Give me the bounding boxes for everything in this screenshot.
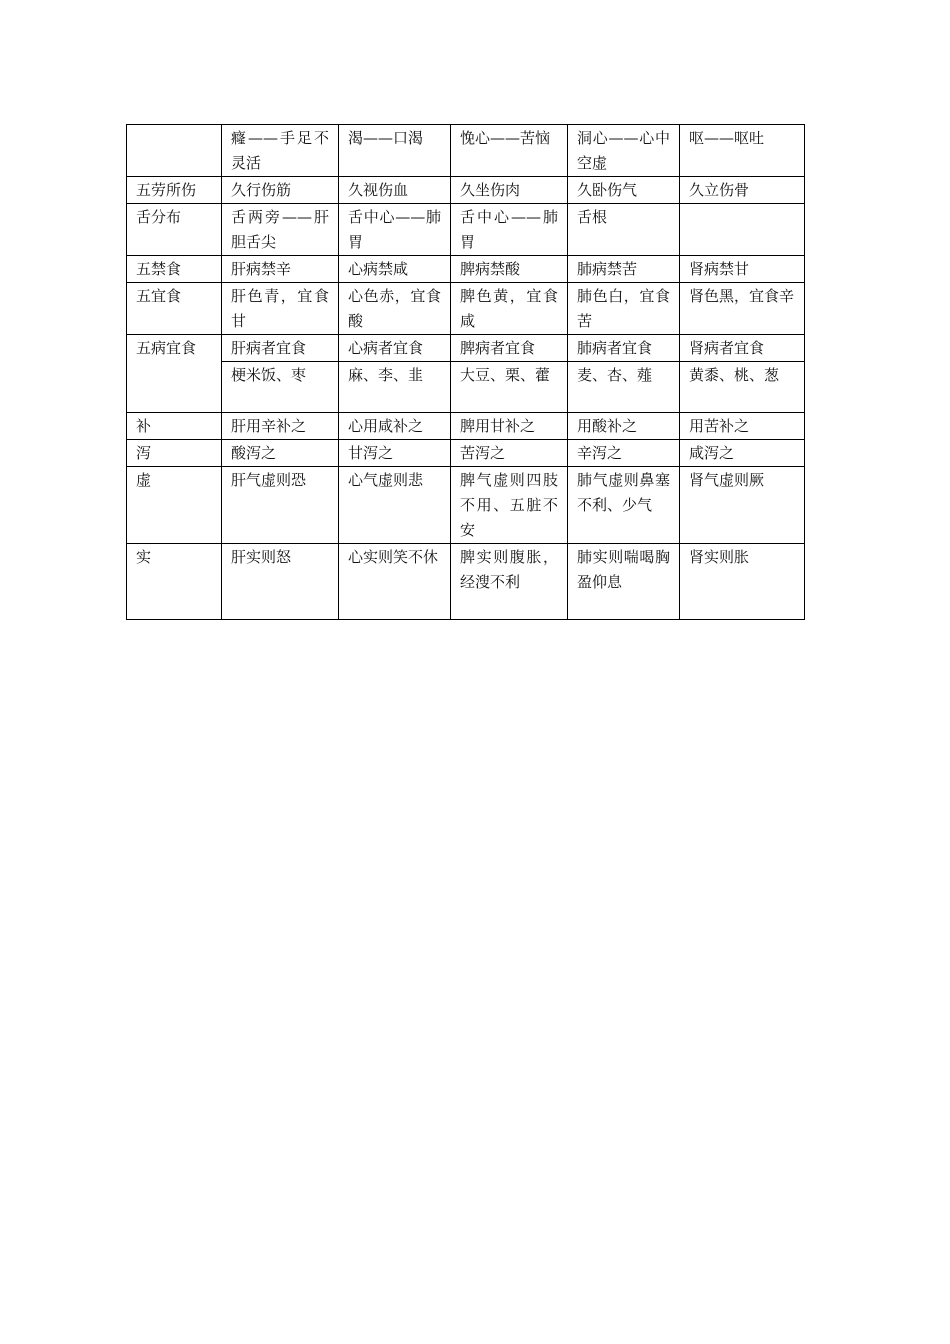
table-row-excess: [127, 544, 805, 620]
cell-lung: 肺色白，宜食苦: [568, 283, 680, 335]
table-row-tongue: [127, 204, 805, 256]
cell-heart: 心气虚则悲: [339, 467, 451, 544]
cell-spleen: 舌中心——肺胃: [451, 204, 568, 256]
cell-kidney: 久立伤骨: [680, 177, 805, 204]
cell-liver: 酸泻之: [222, 440, 339, 467]
cell-liver: 肝实则怒: [222, 544, 339, 620]
cell-kidney: 黄黍、桃、葱: [680, 362, 805, 413]
cell-spleen: 脾病者宜食: [451, 335, 568, 362]
table-row-five-strains: [127, 177, 805, 204]
cell-heart: 心病禁咸: [339, 256, 451, 283]
table-row-symptoms: [127, 125, 805, 177]
row-label: 五病宜食: [127, 335, 222, 362]
cell-lung: 舌根: [568, 204, 680, 256]
row-label: 五劳所伤: [127, 177, 222, 204]
row-label: 泻: [127, 440, 222, 467]
cell-liver: 肝气虚则恐: [222, 467, 339, 544]
cell-spleen: 大豆、栗、藿: [451, 362, 568, 413]
cell-liver: 肝病禁辛: [222, 256, 339, 283]
cell-liver: 久行伤筋: [222, 177, 339, 204]
cell-kidney: 肾实则胀: [680, 544, 805, 620]
table-row-food-suitable: [127, 283, 805, 335]
cell-lung: 久卧伤气: [568, 177, 680, 204]
cell-spleen: 苦泻之: [451, 440, 568, 467]
cell-heart: 心色赤，宜食酸: [339, 283, 451, 335]
cell-kidney: [680, 204, 805, 256]
cell-lung: 麦、杏、薤: [568, 362, 680, 413]
table-row-disease-food: [127, 335, 805, 362]
cell-liver: 梗米饭、枣: [222, 362, 339, 413]
row-label: 五宜食: [127, 283, 222, 335]
cell-lung: 用酸补之: [568, 413, 680, 440]
row-label: 实: [127, 544, 222, 620]
cell-spleen: 悗心——苦恼: [451, 125, 568, 177]
cell-kidney: 肾气虚则厥: [680, 467, 805, 544]
cell-heart: 麻、李、韭: [339, 362, 451, 413]
cell-spleen: 久坐伤肉: [451, 177, 568, 204]
row-label: [127, 125, 222, 177]
cell-spleen: 脾用甘补之: [451, 413, 568, 440]
cell-liver: 肝色青，宜食甘: [222, 283, 339, 335]
cell-spleen: 脾实则腹胀，经溲不利: [451, 544, 568, 620]
cell-spleen: 脾色黄，宜食咸: [451, 283, 568, 335]
cell-kidney: 肾病者宜食: [680, 335, 805, 362]
cell-kidney: 呕——呕吐: [680, 125, 805, 177]
cell-liver: 肝病者宜食: [222, 335, 339, 362]
cell-liver: 癃——手足不灵活: [222, 125, 339, 177]
cell-liver: 舌两旁——肝胆舌尖: [222, 204, 339, 256]
row-label: 舌分布: [127, 204, 222, 256]
cell-kidney: 肾色黑，宜食辛: [680, 283, 805, 335]
cell-heart: 渴——口渴: [339, 125, 451, 177]
cell-lung: 肺病者宜食: [568, 335, 680, 362]
cell-kidney: 咸泻之: [680, 440, 805, 467]
row-label: [127, 362, 222, 413]
table-row-tonify: [127, 413, 805, 440]
cell-spleen: 脾气虚则四肢不用、五脏不安: [451, 467, 568, 544]
cell-lung: 洞心——心中空虚: [568, 125, 680, 177]
cell-spleen: 脾病禁酸: [451, 256, 568, 283]
cell-heart: 舌中心——肺胃: [339, 204, 451, 256]
cell-lung: 辛泻之: [568, 440, 680, 467]
row-label: 五禁食: [127, 256, 222, 283]
table-row-food-taboo: [127, 256, 805, 283]
cell-heart: 心实则笑不休: [339, 544, 451, 620]
cell-heart: 心病者宜食: [339, 335, 451, 362]
cell-lung: 肺病禁苦: [568, 256, 680, 283]
cell-kidney: 用苦补之: [680, 413, 805, 440]
table-row-deficiency: [127, 467, 805, 544]
row-label: 虚: [127, 467, 222, 544]
cell-heart: 心用咸补之: [339, 413, 451, 440]
row-label: 补: [127, 413, 222, 440]
organ-correspondence-table: [126, 124, 805, 620]
cell-liver: 肝用辛补之: [222, 413, 339, 440]
cell-heart: 久视伤血: [339, 177, 451, 204]
cell-lung: 肺气虚则鼻塞不利、少气: [568, 467, 680, 544]
table-row-purge: [127, 440, 805, 467]
table-row-disease-food-items: [127, 362, 805, 413]
cell-kidney: 肾病禁甘: [680, 256, 805, 283]
cell-heart: 甘泻之: [339, 440, 451, 467]
cell-lung: 肺实则喘喝胸盈仰息: [568, 544, 680, 620]
